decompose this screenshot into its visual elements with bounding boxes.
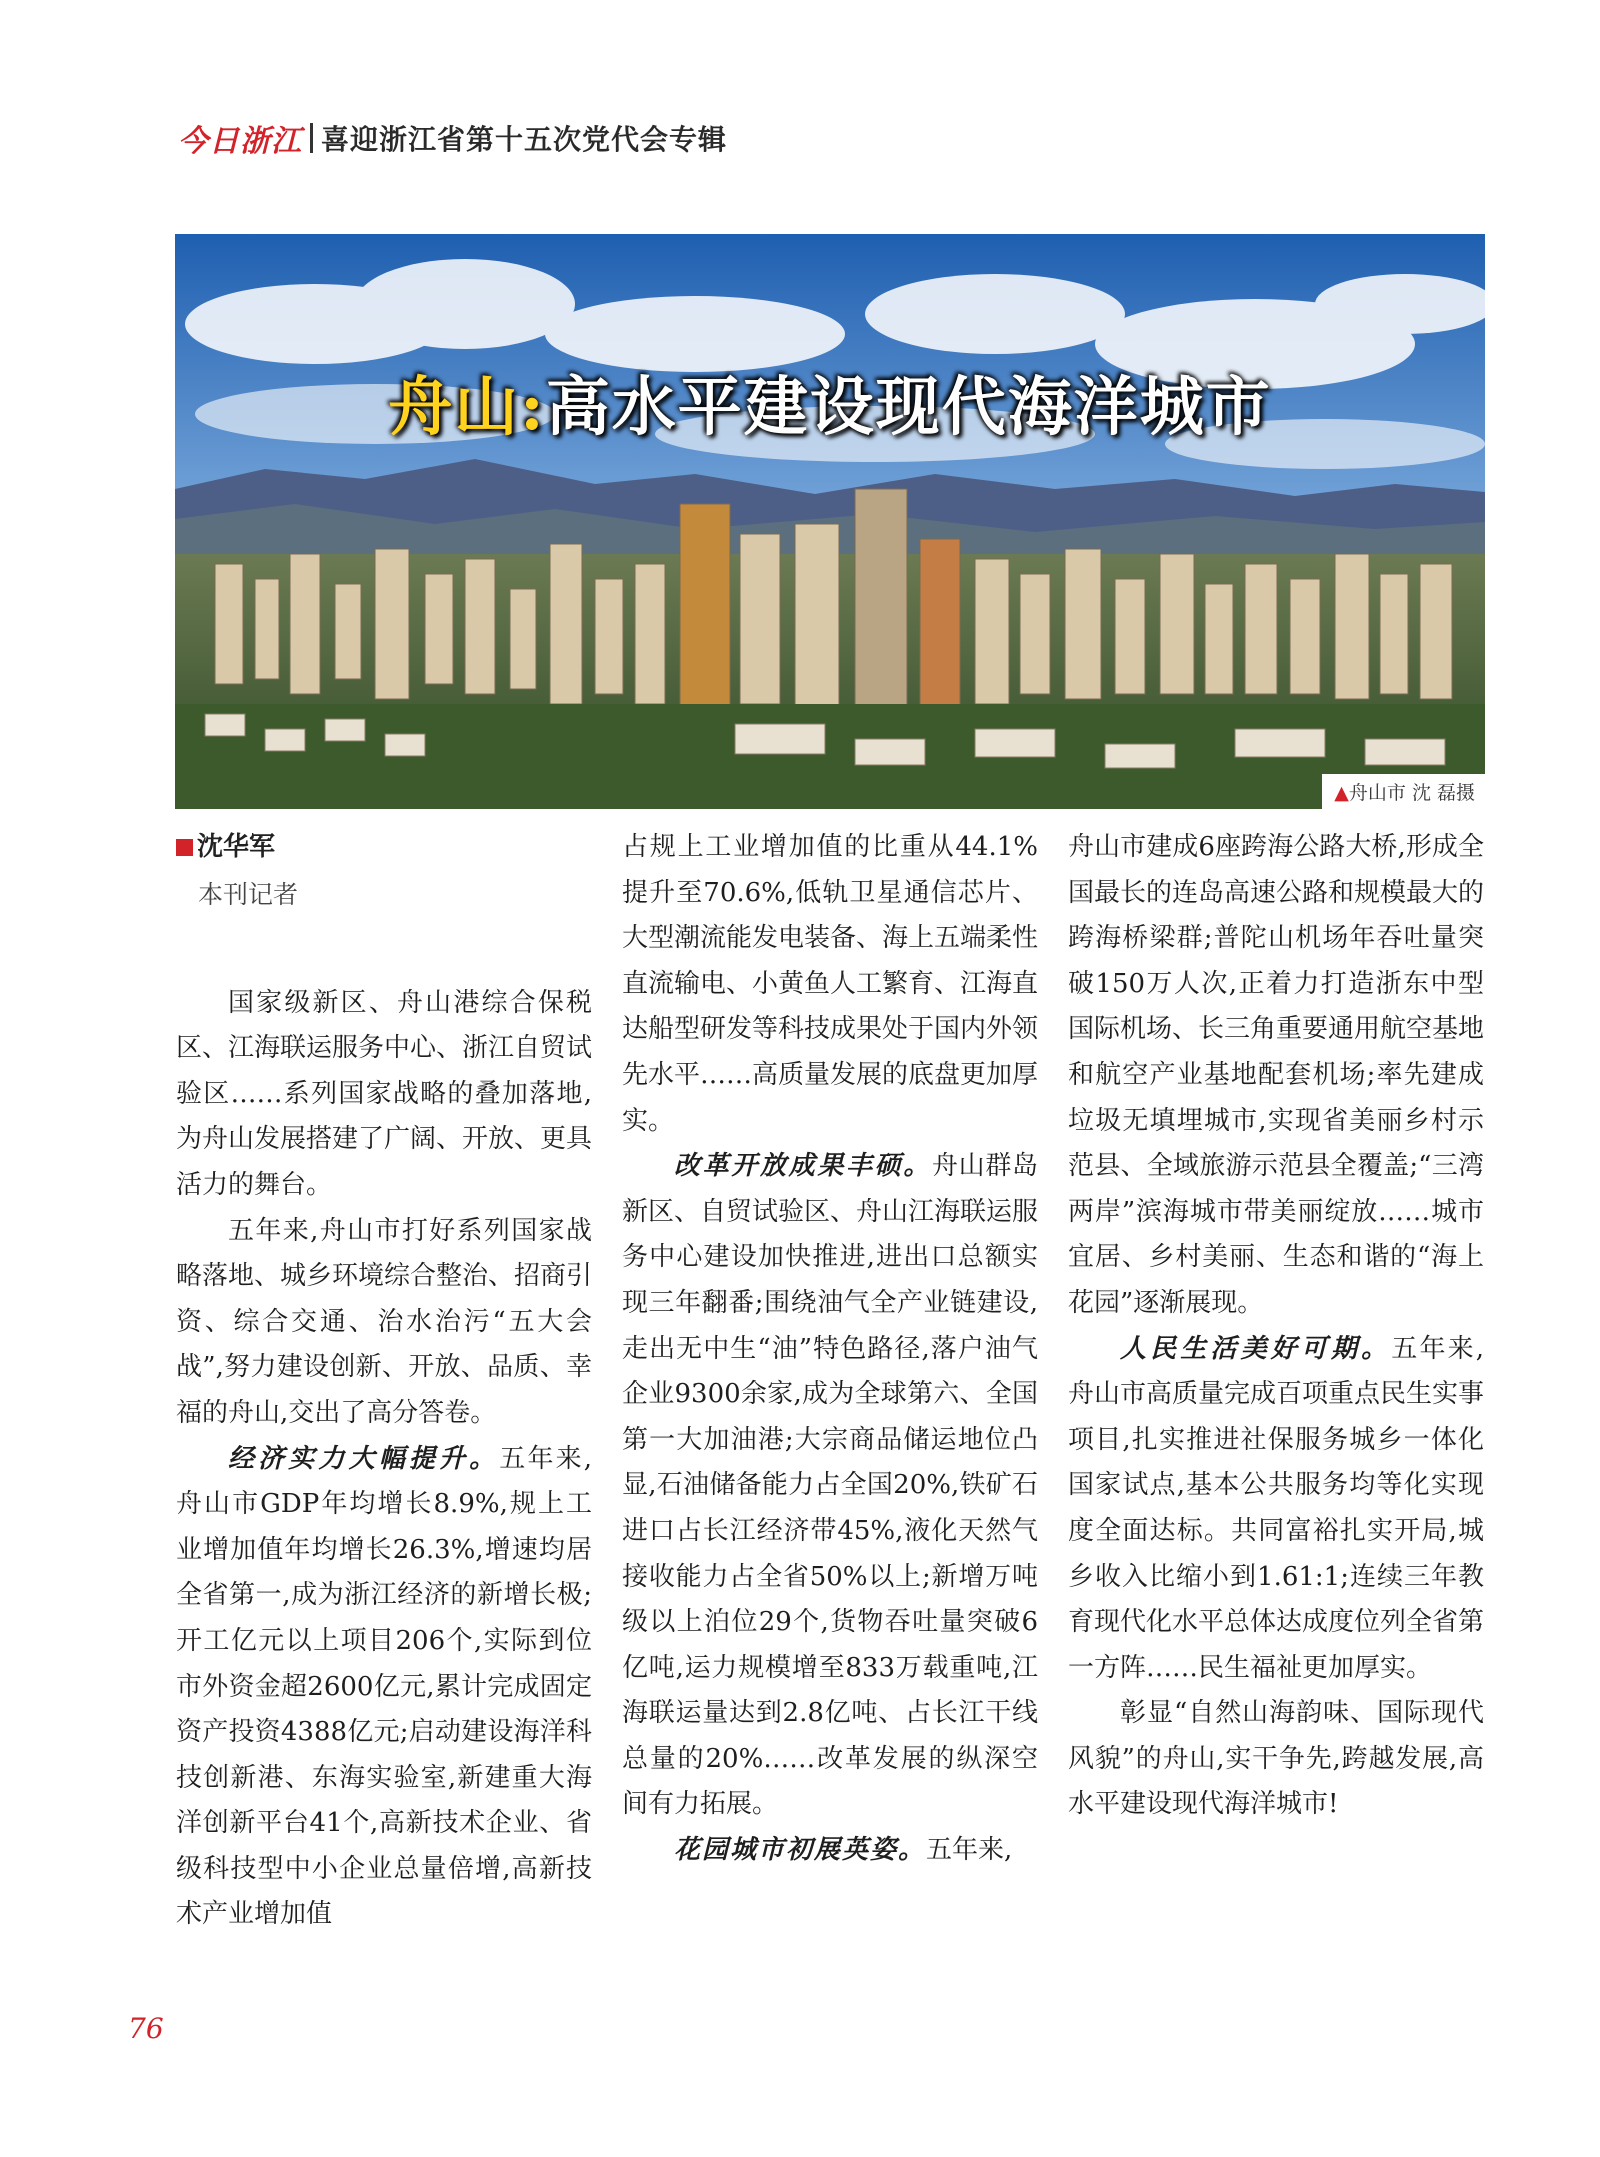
headline-main: 高水平建设现代海洋城市 <box>545 370 1272 445</box>
section-lead: 人民生活美好可期。 <box>1120 1333 1392 1364</box>
paragraph-text: 五年来,舟山市高质量完成百项重点民生实事项目,扎实推进社保服务城乡一体化国家试点,基本公共服务均等化实现度全面达标。共同富裕扎实开局,城乡收入比缩小到1.61:1;连续三年教育现代化水平总体达成度位列全省第一方阵……民生福祉更加厚实。 <box>1068 1333 1485 1683</box>
section-lead: 经济实力大幅提升。 <box>228 1443 500 1474</box>
article-column-1 <box>176 825 592 1938</box>
paragraph: 彰显“自然山海韵味、国际现代风貌”的舟山,实干争先,跨越发展,高水平建设现代海洋城市! <box>1068 1698 1484 1820</box>
square-bullet-icon <box>176 839 193 856</box>
article-headline <box>175 356 1485 448</box>
page-number: 76 <box>128 2012 164 2045</box>
paragraph: 五年来,舟山市打好系列国家战略落地、城乡环境综合整治、招商引资、综合交通、治水治污“五大会战”,努力建设创新、开放、品质、幸福的舟山,交出了高分答卷。 <box>176 1215 593 1428</box>
paragraph-text: 五年来, <box>926 1835 1013 1866</box>
photo-credit-text: 舟山市 沈 磊摄 <box>1348 782 1475 804</box>
section-lead: 改革开放成果丰硕。 <box>674 1151 932 1182</box>
triangle-icon: ▲ <box>1334 782 1349 804</box>
section-lead: 花园城市初展英姿。 <box>674 1835 927 1866</box>
author-role: 本刊记者 <box>198 879 299 909</box>
paragraph: 国家级新区、舟山港综合保税区、江海联运服务中心、浙江自贸试验区……系列国家战略的叠加落地,为舟山发展搭建了广阔、开放、更具活力的舞台。 <box>176 987 593 1200</box>
author-name: 沈华军 <box>197 832 276 862</box>
paragraph: 占规上工业增加值的比重从44.1%提升至70.6%,低轨卫星通信芯片、大型潮流能发电装备、海上五端柔性直流输电、小黄鱼人工繁育、江海直达船型研发等科技成果处于国内外领先水平……高质量发展的底盘更加厚实。 <box>622 832 1039 1136</box>
article-column-2 <box>622 825 1038 1874</box>
masthead <box>178 118 727 158</box>
headline-accent: 舟山: <box>388 370 546 445</box>
hero-photo <box>175 234 1485 809</box>
paragraph-text: 舟山群岛新区、自贸试验区、舟山江海联运服务中心建设加快推进,进出口总额实现三年翻番;围绕油气全产业链建设,走出无中生“油”特色路径,落户油气企业9300余家,成为全球第六、全国第一大加油港;大宗商品储运地位凸显,石油储备能力占全国20%,铁矿石进口占长江经济带45%,液化天然气接收能力占全省50%以上;新增万吨级以上泊位29个,货物吞吐量突破6亿吨,运力规模增至833万载重吨,江海联运量达到2.8亿吨、占长江干线总量的20%……改革发展的纵深空间有力拓展。 <box>622 1151 1039 1820</box>
magazine-logo: 今日浙江 <box>178 124 302 159</box>
paragraph <box>1068 1327 1484 1692</box>
paragraph: 舟山市建成6座跨海公路大桥,形成全国最长的连岛高速公路和规模最大的跨海桥梁群;普陀山机场年吞吐量突破150万人次,正着力打造浙东中型国际机场、长三角重要通用航空基地和航空产业基地配套机场;率先建成垃圾无填埋城市,实现省美丽乡村示范县、全域旅游示范县全覆盖;“三湾两岸”滨海城市带美丽绽放……城市宜居、乡村美丽、生态和谐的“海上花园”逐渐展现。 <box>1068 832 1485 1318</box>
city-skyline-illustration <box>175 234 1485 809</box>
paragraph-text: 五年来,舟山市GDP年均增长8.9%,规上工业增加值年均增长26.3%,增速均居全省第一,成为浙江经济的新增长极;开工亿元以上项目206个,实际到位市外资金超2600亿元,累计完成固定资产投资4388亿元;启动建设海洋科技创新港、东海实验室,新建重大海洋创新平台41个,高新技术企业、省级科技型中小企业总量倍增,高新技术产业增加值 <box>176 1443 592 1930</box>
paragraph <box>622 1828 1038 1874</box>
section-title: 喜迎浙江省第十五次党代会专辑 <box>321 123 728 156</box>
article-column-3 <box>1068 825 1484 1828</box>
header-divider <box>310 123 313 153</box>
photo-credit <box>1322 774 1485 809</box>
byline <box>176 825 592 919</box>
paragraph <box>176 1437 592 1939</box>
paragraph <box>622 1144 1038 1828</box>
